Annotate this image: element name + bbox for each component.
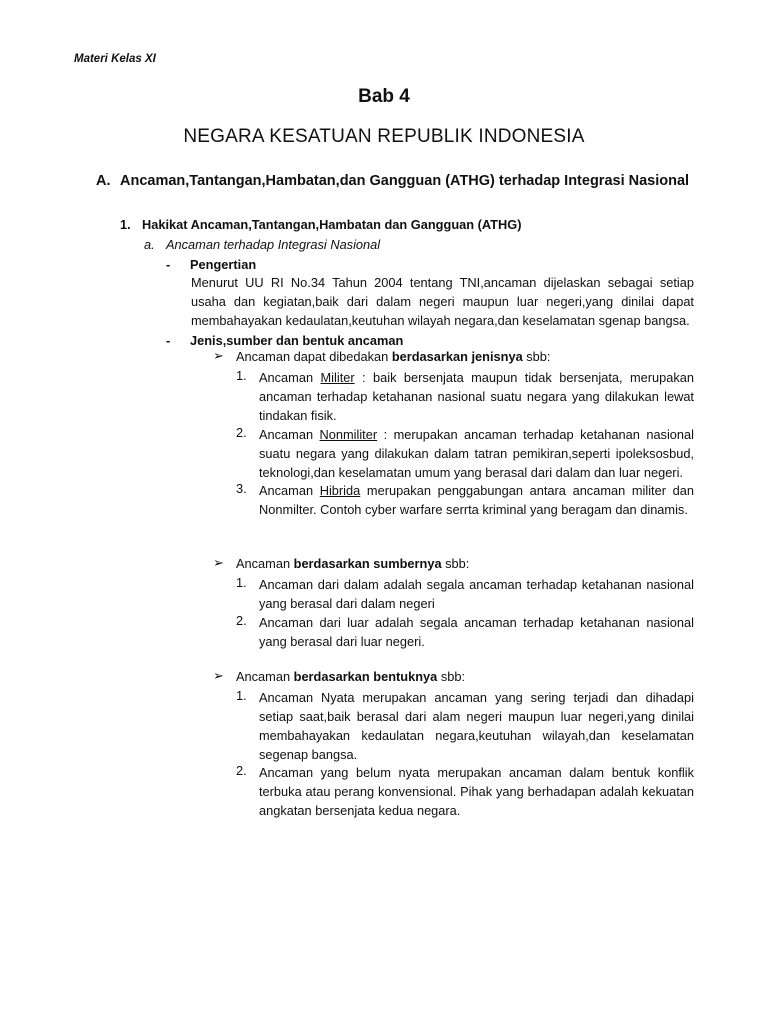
chapter-number: Bab 4 xyxy=(358,86,410,107)
jenis-heading-text: Jenis,sumber dan bentuk ancaman xyxy=(190,333,404,348)
pengertian-paragraph: Menurut UU RI No.34 Tahun 2004 tentang TNI,ancaman dijelaskan sebagai setiap usaha dan kegiatan,baik dari dalam negeri maupun luar negeri,yang dinilai dapat membahayakan kedaulatan,keutuhan wilayah negara,dan keselamatan sgenap bangsa. xyxy=(191,275,694,328)
bold-phrase: berdasarkan bentuknya xyxy=(293,669,438,684)
subsection-a-text: Ancaman terhadap Integrasi Nasional xyxy=(166,237,381,252)
chapter-title: NEGARA KESATUAN REPUBLIK INDONESIA xyxy=(183,126,585,147)
bold-phrase: berdasarkan sumbernya xyxy=(293,556,442,571)
section-a-text: Ancaman,Tantangan,Hambatan,dan Gangguan (ATHG) terhadap Integrasi Nasional xyxy=(120,173,690,189)
subsection-a-label: a. xyxy=(144,237,155,252)
bullet-bentuk-text: Ancaman berdasarkan bentuknya sbb: xyxy=(236,669,466,684)
underlined-term: Militer xyxy=(320,370,355,385)
arrow-bullet-icon: ➢ xyxy=(213,668,224,683)
header-note: Materi Kelas XI xyxy=(74,53,156,65)
arrow-bullet-icon: ➢ xyxy=(213,555,224,570)
dash-marker: - xyxy=(166,333,171,348)
arrow-bullet-icon: ➢ xyxy=(213,348,224,363)
bold-phrase: berdasarkan jenisnya xyxy=(391,349,523,364)
pengertian-heading-text: Pengertian xyxy=(190,257,257,272)
dash-marker: - xyxy=(166,257,171,272)
bullet-jenis-text: Ancaman dapat dibedakan berdasarkan jenisnya sbb: xyxy=(236,349,551,364)
document-page: Materi Kelas XI Bab 4 NEGARA KESATUAN REPUBLIK INDONESIA A. Ancaman,Tantangan,Hambatan,dan Gangguan (ATHG) terhadap Integrasi Nasional 1. Hakikat Ancaman,Tantangan,Hambatan dan Gangguan (ATHG) a. Ancaman terhadap Integrasi Nasional - Pengertian Menurut UU RI No.34 Tahun 2004 tentang TNI,ancaman dijelaskan sebagai setiap usaha dan kegiatan,baik dari dalam negeri maupun luar negeri,yang dinilai dapat membahayakan kedaulatan,keutuhan wilayah negara,dan keselamatan sgenap bangsa. - Jenis,sumber dan bentuk ancaman ➢ Ancaman dapat dibedakan berdasarkan jenisnya sbb: 1. Ancaman Militer : baik bersenjata maupun tidak bersenjata, merupakan ancaman terhadap ketahanan nasional suatu negara yang dilakukan lewat tindakan fisik. 2. Ancaman Nonmiliter : merupakan ancaman terhadap ketahanan nasional suatu negara yang dilakukan dalam tatran pemikiran,seperti ipoleksosbud, teknologi,dan keselamatan umum yang berasal dari dalam dan luar negeri. 3. Ancaman Hibrida merupakan penggabungan antara ancaman militer dan Nonmilter. Contoh cyber warfare serrta kriminal yang beragam dan dinamis. ➢ Ancaman berdasarkan sumbernya sbb: 1. Ancaman dari dalam adalah segala ancaman terhadap ketahanan nasional yang berasal dari dalam negeri 2. Ancaman dari luar adalah segala ancaman terhadap ketahanan nasional yang berasal dari luar negeri. ➢ Ancaman berdasarkan bentuknya sbb: 1. Ancaman Nyata merupakan ancaman yang sering terjadi dan dihadapi setiap saat,baik berasal dari alam negeri maupun luar negeri,yang dinilai membahayakan kedaulatan negara,keutuhan wilayah,dan keselamatan segenap bangsa. 2. Ancaman yang belum nyata merupakan ancaman dalam bentuk konflik terbuka atau perang konvensional. Pihak yang berhadapan adalah kekuatan angkatan bersenjata kedua negara. xyxy=(0,0,768,1024)
subsection-1-text: Hakikat Ancaman,Tantangan,Hambatan dan Gangguan (ATHG) xyxy=(142,217,522,232)
section-a-label: A. xyxy=(96,173,111,189)
bullet-sumber-text: Ancaman berdasarkan sumbernya sbb: xyxy=(236,556,470,571)
underlined-term: Nonmiliter xyxy=(319,427,378,442)
subsection-1-label: 1. xyxy=(120,217,131,232)
underlined-term: Hibrida xyxy=(319,483,361,498)
